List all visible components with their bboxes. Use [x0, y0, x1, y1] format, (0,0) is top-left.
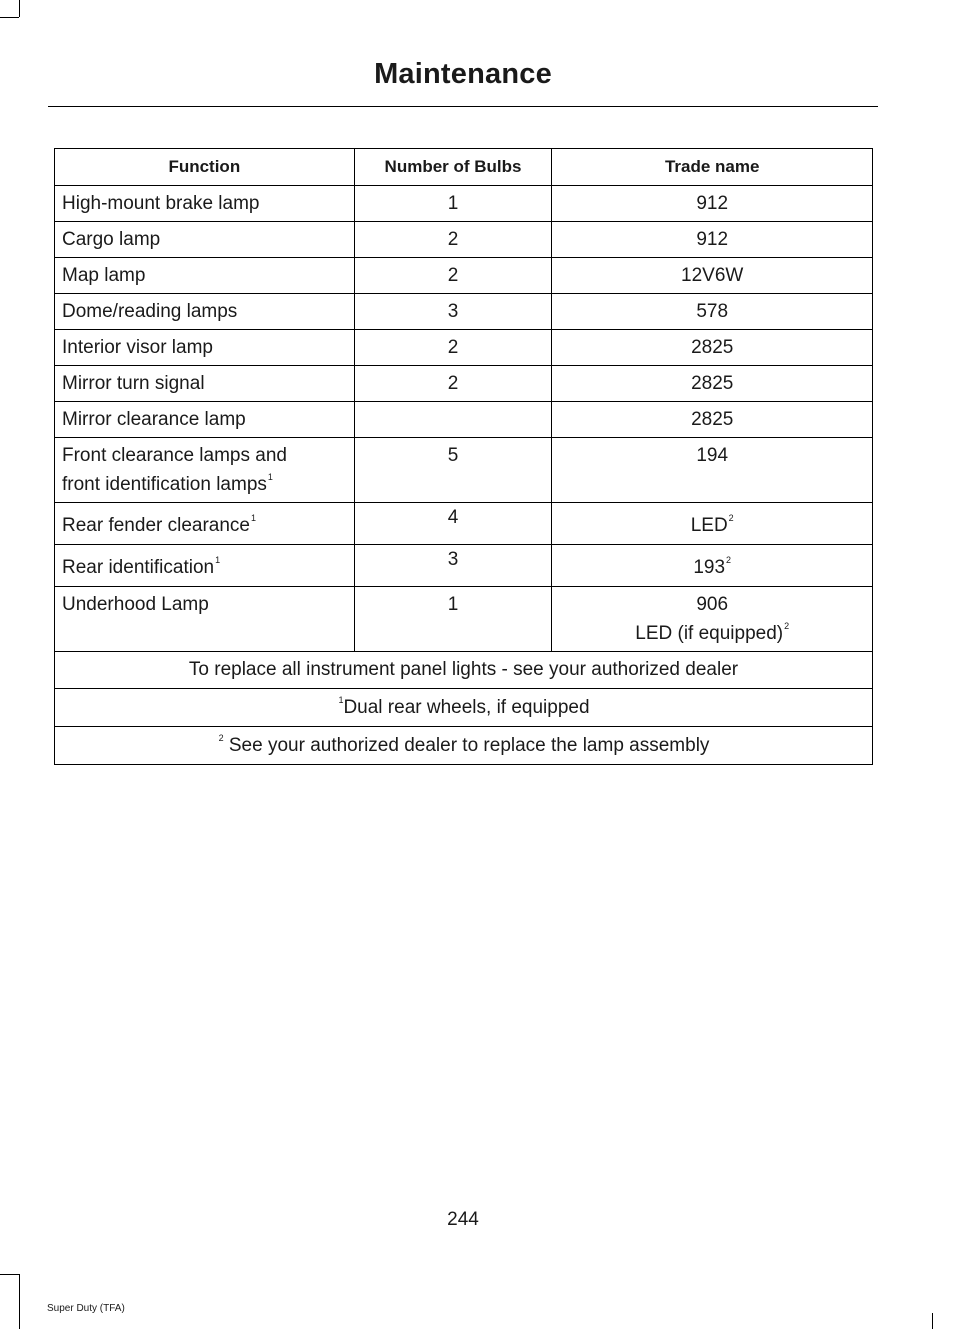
- cell-trade-name: 12V6W: [552, 258, 873, 294]
- function-line-2: front identification lamps: [62, 474, 267, 495]
- crop-mark-bottom-right-vertical: [932, 1313, 933, 1329]
- cell-bulbs: 1: [354, 587, 552, 652]
- footnote-1: [55, 689, 873, 727]
- cell-bulbs: 2: [354, 222, 552, 258]
- page-title: Maintenance: [374, 58, 552, 90]
- crop-mark-top-left-horizontal: [0, 17, 19, 18]
- footnote-2: [55, 727, 873, 765]
- trade-text: 193: [693, 557, 726, 578]
- table-row: [55, 222, 873, 258]
- table-note-row: [55, 689, 873, 727]
- cell-bulbs: [354, 402, 552, 438]
- function-line-1: Front clearance lamps and: [62, 445, 287, 466]
- table-row: [55, 258, 873, 294]
- note-instrument-panel: To replace all instrument panel lights - see your authorized dealer: [55, 652, 873, 689]
- table-note-row: [55, 727, 873, 765]
- footnote-text: See your authorized dealer to replace the lamp assembly: [223, 735, 710, 756]
- cell-trade-name: [552, 545, 873, 587]
- header-trade-name: Trade name: [552, 149, 873, 186]
- cell-trade-name: 194: [552, 438, 873, 503]
- table-row: [55, 330, 873, 366]
- cell-trade-name: 912: [552, 222, 873, 258]
- table-row: [55, 366, 873, 402]
- cell-function: Underhood Lamp: [55, 587, 355, 652]
- footnote-ref: 2: [728, 513, 734, 523]
- cell-bulbs: 3: [354, 294, 552, 330]
- cell-function: Mirror clearance lamp: [55, 402, 355, 438]
- footnote-ref: 1: [215, 555, 221, 565]
- table-row: [55, 587, 873, 652]
- footnote-ref: 2: [784, 621, 790, 631]
- cell-function: [55, 438, 355, 503]
- trade-line-1: 906: [696, 594, 729, 615]
- cell-function: Dome/reading lamps: [55, 294, 355, 330]
- cell-bulbs: 2: [354, 366, 552, 402]
- cell-bulbs: 4: [354, 503, 552, 545]
- cell-function: Map lamp: [55, 258, 355, 294]
- cell-trade-name: 578: [552, 294, 873, 330]
- cell-function: Cargo lamp: [55, 222, 355, 258]
- footnote-marker: 1: [338, 695, 344, 705]
- cell-function: Mirror turn signal: [55, 366, 355, 402]
- cell-trade-name: 2825: [552, 402, 873, 438]
- function-text: Rear identification: [62, 557, 215, 578]
- cell-trade-name: [552, 587, 873, 652]
- trade-text: LED: [690, 515, 728, 536]
- cell-trade-name: 912: [552, 186, 873, 222]
- table-row: [55, 545, 873, 587]
- table-note-row: [55, 652, 873, 689]
- cell-function: Interior visor lamp: [55, 330, 355, 366]
- page-number: 244: [447, 1209, 479, 1230]
- bulb-table: [54, 148, 873, 765]
- cell-trade-name: 2825: [552, 330, 873, 366]
- footnote-ref: 1: [267, 472, 273, 482]
- title-divider: [48, 106, 878, 107]
- footnote-marker: 2: [218, 733, 224, 743]
- cell-trade-name: 2825: [552, 366, 873, 402]
- table-row: [55, 186, 873, 222]
- crop-mark-bottom-left-vertical: [19, 1274, 20, 1329]
- footnote-text: Dual rear wheels, if equipped: [343, 697, 590, 718]
- cell-bulbs: 1: [354, 186, 552, 222]
- cell-function: High-mount brake lamp: [55, 186, 355, 222]
- footnote-ref: 1: [251, 513, 257, 523]
- cell-bulbs: 5: [354, 438, 552, 503]
- cell-bulbs: 3: [354, 545, 552, 587]
- cell-bulbs: 2: [354, 330, 552, 366]
- trade-line-2: LED (if equipped): [635, 623, 784, 644]
- table-row: [55, 402, 873, 438]
- footnote-ref: 2: [726, 555, 732, 565]
- header-function: Function: [55, 149, 355, 186]
- crop-mark-top-left-vertical: [19, 0, 20, 17]
- table-row: [55, 503, 873, 545]
- header-number-of-bulbs: Number of Bulbs: [354, 149, 552, 186]
- cell-bulbs: 2: [354, 258, 552, 294]
- table-row: [55, 294, 873, 330]
- function-text: Rear fender clearance: [62, 515, 250, 536]
- table-header-row: [55, 149, 873, 186]
- cell-function: [55, 503, 355, 545]
- cell-function: [55, 545, 355, 587]
- cell-trade-name: [552, 503, 873, 545]
- footer-label: Super Duty (TFA): [47, 1303, 125, 1314]
- table-row: [55, 438, 873, 503]
- crop-mark-bottom-left-horizontal: [0, 1274, 19, 1275]
